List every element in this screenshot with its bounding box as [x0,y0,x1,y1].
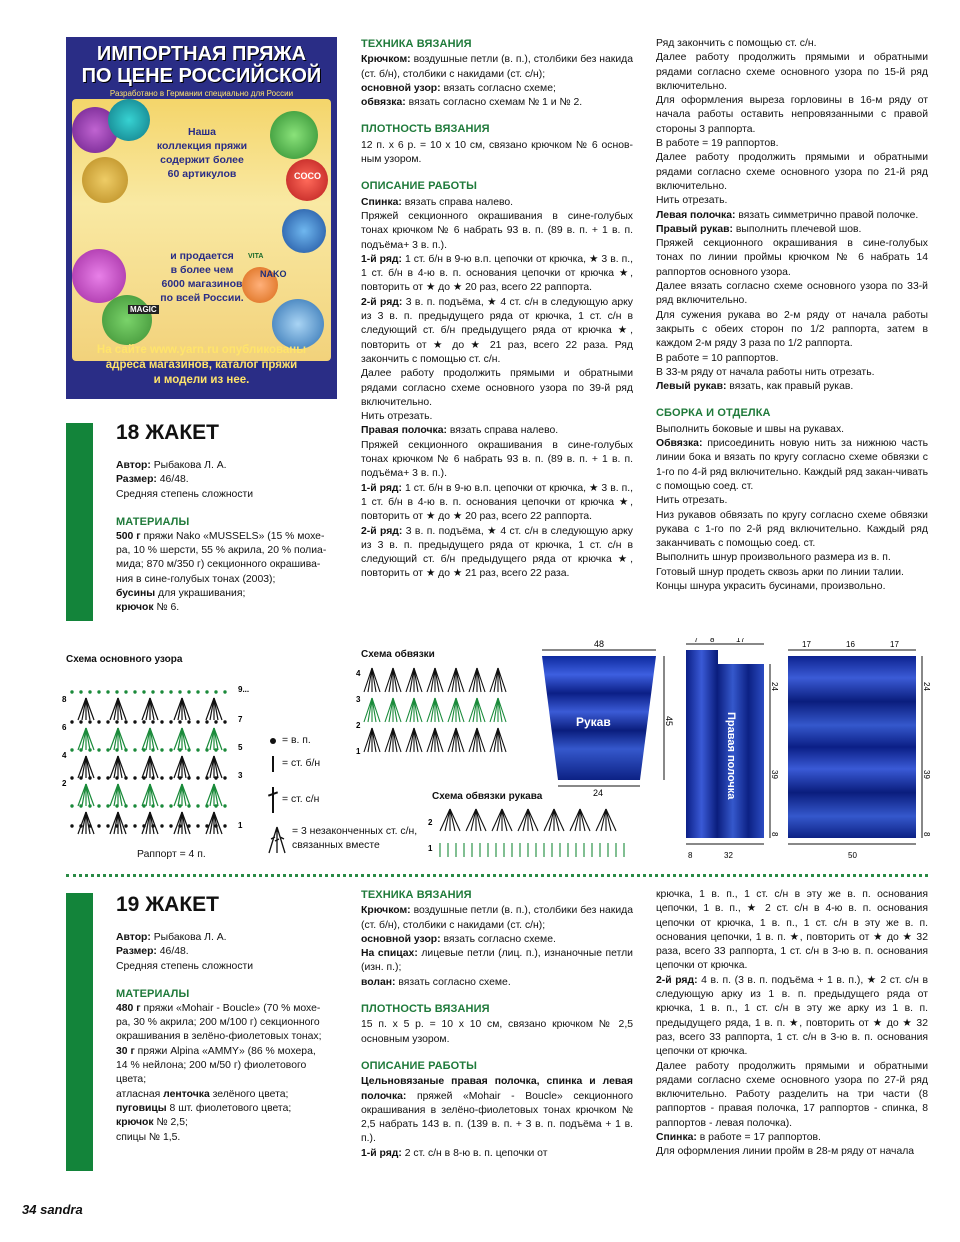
legend-dc: = ст. с/н [282,793,320,805]
svg-text:39: 39 [922,770,931,779]
chain-dot [133,804,136,807]
ad-subline: Разработано в Германии специально для России [109,89,294,98]
sleeve-edging-scheme-title: Схема обвязки рукава [432,791,543,802]
chain-dot [187,804,190,807]
paragraph: Далее работу продолжить прямыми и обратными рядами согласно схеме основного узора по 21-й ряд включительно. [656,152,928,192]
chain-dot [106,690,109,693]
materials-list [116,1002,338,1145]
paragraph: волан: вязать согласно схеме. [361,976,511,988]
row-number: 4 [62,751,67,760]
chain-dot [178,804,181,807]
paragraph: Выполнить боковые и швы на рукавах. [656,423,845,435]
chain-dot [151,776,154,779]
chain-dot [97,748,100,751]
chain-dot [223,748,226,751]
chain-dot [205,776,208,779]
paragraph: Далее работу продолжить прямыми и обратными рядами согласно схеме основного узора по 27-й ряд включительно. Работу разделить на три части (8 раппортов - правая полочка, 17 раппортов - спинка, 8 раппортов - левая полочка). [656,1060,928,1129]
material-line: спицы № 1,5. [116,1131,181,1143]
chain-dot [214,748,217,751]
paragraph: основной узор: вязать согласно схеме. [361,933,556,945]
chain-dot [115,748,118,751]
chain-dot [133,748,136,751]
paragraph: Нить отрезать. [656,495,728,507]
material-line: бусины для украшивания; [116,588,246,600]
yarn-advertisement [66,37,337,399]
author-line: Автор: Рыбакова Л. А. [116,460,227,471]
paragraph: 15 п. х 5 р. = 10 х 10 см, связано крючком № 2,5 основным узором. [361,1019,633,1045]
row-number: 3 [356,695,361,704]
paragraph: Правый рукав: выполнить плечевой шов. [656,223,862,235]
paragraph: 1-й ряд: 1 ст. б/н в 9-ю в.п. цепочки от крючка, ★ 3 в. п., 1 ст. б/н в 4-ю в. п. основания цепочки от крючка ★, повторить от ★ до ★ 20 раз, всего 22 раппорта. [361,482,633,523]
material-line: крючок № 6. [116,602,180,614]
page-number: 34 [22,1202,37,1217]
paragraph: На спицах: лицевые петли (лиц. п.), изнаночные петли (изн. п.); [361,948,633,974]
chain-dot [187,776,190,779]
chain-stitch-icon [270,738,276,744]
chain-dot [151,748,154,751]
size-line: Размер: 46/48. [116,946,189,958]
paragraph: Цельновязаные правая полочка, спинка и левая полочка: пряжей «Mohair - Boucle» секционного окрашивания в зелёно-фиолетовых тонах крючком № 2,5 набрать 143 в. п. (139 в. п. + 3 в. п. подъёма + 1 в. п.). [361,1076,633,1145]
paragraph: 1-й ряд: 2 ст. с/н в 8-ю в. п. цепочки от [361,1147,548,1159]
chain-dot [88,690,91,693]
row-number: 2 [428,818,433,827]
paragraph: Крючком: воздушные петли (в. п.), столбики без накида (ст. б/н), столбики с накидами (ст. с/н); [361,54,633,80]
chain-dot [142,748,145,751]
paragraph: Ряд закончить с помощью ст. с/н. [656,38,817,49]
chain-dot [124,690,127,693]
chain-dot [79,776,82,779]
size-line: Размер: 46/48. [116,474,189,486]
chain-dot [142,776,145,779]
row-number: 7 [238,715,243,724]
paragraph: В работе = 10 раппортов. [656,352,779,364]
paragraph: Крючком: воздушные петли (в. п.), столбики без накида (ст. б/н), столбики с накидами (ст. с/н); [361,905,633,931]
chain-dot [169,720,172,723]
chain-dot [205,748,208,751]
cluster-stitch-icon [266,825,288,855]
yarn-ball-icon [282,209,326,253]
chain-dot [70,776,73,779]
sleeve-dim-bottom: 24 [593,788,604,798]
chain-dot [169,690,172,693]
chain-dot [160,720,163,723]
chain-dot [142,690,145,693]
paragraph: Готовый шнур продеть сквозь арки по линии талии. [656,566,904,578]
single-crochet-icon [272,756,274,772]
chain-dot [160,804,163,807]
chain-dot [160,748,163,751]
front-label: Правая полочка [725,712,737,800]
chain-dot [70,804,73,807]
material-line: мида; 870 м/350 г) секционного окрашива- [116,559,321,571]
chain-dot [223,776,226,779]
svg-text:24: 24 [770,682,779,691]
section-divider [66,874,928,877]
chain-dot [70,748,73,751]
chain-dot [160,690,163,693]
chain-dot [196,690,199,693]
rapport-label: Раппорт = 4 п. [137,849,206,860]
paragraph: Выполнить шнур произвольного размера из в. п. [656,552,891,564]
paragraph: Для оформления линии пройм в 28-м ряду от начала [656,1146,915,1158]
material-line: окрашивания в зелёно-фиолетовых тонах; [116,1031,322,1043]
svg-text:8: 8 [922,832,931,837]
row-number: 1 [238,821,243,830]
ad-yarn-area [72,99,331,361]
paragraph: Далее работу продолжить прямыми и обратными рядами согласно схеме основного узора по 15-й ряд включительно. [656,52,928,92]
chain-dot [115,690,118,693]
paragraph: Далее вязать согласно схеме основного узора по 33-й ряд включительно. [656,281,928,307]
chain-dot [196,748,199,751]
page-footer [22,1202,83,1217]
paragraph: В 33-м ряду от начала работы нить отрезать. [656,366,875,378]
chain-dot [187,748,190,751]
chain-dot [124,776,127,779]
paragraph: Спинка: вязать справа налево. [361,196,514,208]
paragraph: Для оформления выреза горловины в 16-м ряду от начала работы оставить непровязанными с правой стороны 3 раппорта. [656,95,928,135]
chain-dot [97,690,100,693]
chain-dot [196,720,199,723]
edging-scheme-chart [356,662,526,762]
chain-dot [160,776,163,779]
material-line: 30 г пряжи Alpina «AMMY» (86 % мохера, [116,1045,316,1057]
material-line: атласная ленточка зелёного цвета; [116,1088,289,1100]
material-line: 480 г пряжи «Mohair - Boucle» (70 % мохе- [116,1002,321,1014]
paragraph: 2-й ряд: 4 в. п. (3 в. п. подъёма + 1 в. п.), ★ 2 ст. с/н в следующую арку из 1 в. п. предыдущего ряда от крючка, 1 в. п., 1 ст. с/н в эту же арку из 1 в. п. предыдущего ряда, 1 в. п. ★, повторить от ★ до ★ 32 раз, всего 33 раппорта, 1 ст. с/н в 3-ю в. п. основания цепочки от крючка. [656,974,928,1058]
chain-dot [97,804,100,807]
svg-text:8: 8 [770,832,779,837]
svg-text:50: 50 [848,851,857,860]
chain-dot [124,748,127,751]
pattern-18-info [116,421,338,616]
chain-dot [223,690,226,693]
chain-dot [70,720,73,723]
chain-dot [205,720,208,723]
chain-dot [106,720,109,723]
main-pattern-title: Схема основного узора [66,654,183,665]
edging-scheme-title: Схема обвязки [361,649,435,660]
section-heading: ПЛОТНОСТЬ ВЯЗАНИЯ [361,123,490,136]
row-number: 4 [356,669,361,678]
paragraph: Нить отрезать. [656,195,728,207]
chain-dot [178,720,181,723]
main-pattern-chart [62,668,252,840]
chain-dot [88,748,91,751]
chain-dot [169,776,172,779]
author-line: Автор: Рыбакова Л. А. [116,932,227,943]
ad-footer: На сайте www.yarn.ru опубликованы адреса магазинов, каталог пряжи и модели из нее. [96,344,307,386]
yarn-ball-icon [270,111,318,159]
chain-dot [205,690,208,693]
svg-text:17: 17 [802,640,811,649]
row-number: 1 [356,747,361,756]
brand-nako-label: NAKO [260,269,287,279]
paragraph: Низ рукавов обвязать по кругу согласно схеме обвязки рукава с 1-го по 2-й ряд включительно. Каждый ряд заканчивать с помощью соед. ст. [656,509,928,550]
materials-heading: МАТЕРИАЛЫ [116,987,190,1000]
chain-dot [223,720,226,723]
right-front-schematic [680,638,780,862]
chain-dot [115,720,118,723]
sleeve-dim-top: 48 [594,639,605,649]
chain-dot [214,776,217,779]
material-line: крючок № 2,5; [116,1117,188,1129]
magazine-name: sandra [40,1202,83,1217]
ad-headline-1: ИМПОРТНАЯ ПРЯЖА [96,43,307,65]
paragraph: обвязка: вязать согласно схемам № 1 и № 2. [361,97,583,109]
svg-text:8: 8 [688,851,693,860]
paragraph: Левая полочка: вязать симметрично правой полочке. [656,209,919,221]
svg-text:17: 17 [890,640,899,649]
ad-text-collection: Наша коллекция пряжи содержит более 60 артикулов [156,126,248,180]
paragraph: Левый рукав: вязать, как правый рукав. [656,381,854,393]
ad-text-stores: и продается в более чем 6000 магазинов по всей России. [160,250,244,304]
chain-dot [115,804,118,807]
paragraph: основной узор: вязать согласно схеме; [361,82,556,94]
chain-dot [178,776,181,779]
section-heading: ТЕХНИКА ВЯЗАНИЯ [361,889,472,901]
section-heading: ОПИСАНИЕ РАБОТЫ [361,180,477,193]
paragraph: Пряжей секционного окрашивания в сине-голубых тонах крючком № 6 набрать 93 в. п. (89 в. п. + 1 в. п. подъёма+ 3 в. п.). [361,439,633,480]
brand-magic-label: MAGIC [130,305,157,314]
material-line: цвета; [116,1074,147,1086]
material-line: ра, 10 % шерсти, 55 % акрила, 20 % полиа- [116,545,327,557]
ad-headline-2: ПО ЦЕНЕ РОССИЙСКОЙ [81,65,322,87]
material-line: ния в сине-голубых тонах (2003); [116,573,276,585]
section-bar-19 [66,893,93,1171]
legend-chain: = в. п. [282,734,311,746]
chain-dot [124,804,127,807]
pattern-19-col-2 [361,888,633,1161]
svg-text:32: 32 [724,851,733,860]
chain-dot [133,720,136,723]
chain-dot [178,690,181,693]
legend-sc: = ст. б/н [282,757,321,769]
brand-coco-label: COCO [294,171,321,181]
paragraph: Далее работу продолжить прямыми и обратными рядами согласно схеме основного узора по 39-й ряд включительно. [361,368,633,408]
material-line: пуговицы 8 шт. фиолетового цвета; [116,1102,292,1114]
paragraph: Пряжей секционного окрашивания в сине-голубых тонах по линии проймы крючком № 6 набрать 14 раппортов основного узора. [656,238,928,278]
pattern-18-col-3 [656,37,928,594]
row-number: 6 [62,723,67,732]
pattern-18-col-2 [361,37,633,582]
difficulty-line: Средняя степень сложности [116,488,254,500]
chain-dot [151,690,154,693]
chain-dot [79,720,82,723]
chain-dot [214,720,217,723]
chain-dot [142,804,145,807]
difficulty-line: Средняя степень сложности [116,960,254,972]
sleeve-schematic [536,638,676,800]
back-schematic [784,638,934,862]
chain-dot [88,776,91,779]
paragraph: Спинка: в работе = 17 раппортов. [656,1132,821,1144]
paragraph: 1-й ряд: 1 ст. б/н в 9-ю в.п. цепочки от крючка, ★ 3 в. п., 1 ст. б/н в 4-ю в. п. основания цепочки от крючка ★, повторить от ★ до ★ 20 раз, всего 22 раппорта. [361,253,633,294]
paragraph: Нить отрезать. [361,411,433,423]
material-line: ра, 30 % акрила; 200 м/100 г) секционного [116,1017,320,1029]
sleeve-label: Рукав [576,715,611,729]
section-bar-18 [66,423,93,621]
row-number: 2 [356,721,361,730]
chain-dot [187,690,190,693]
section-heading: СБОРКА И ОТДЕЛКА [656,407,771,420]
chain-dot [187,720,190,723]
paragraph: 2-й ряд: 3 в. п. подъёма, ★ 4 ст. с/н в следующую арку из 3 в. п. предыдущего ряда от крючка, 1 ст. с/н в следующий ст. б/н предыдущего ряда от крючка ★, повторить от ★ до ★ 21 раз, всего 22 раза. [361,525,634,580]
svg-text:24: 24 [922,682,931,691]
paragraph: В работе = 19 раппортов. [656,138,779,150]
chain-dot [88,804,91,807]
yarn-ball-icon [272,299,324,349]
paragraph: Концы шнура украсить бусинами, произвольно. [656,580,886,592]
double-crochet-icon [272,787,274,813]
chain-dot [169,748,172,751]
svg-text:17: 17 [736,638,745,644]
paragraph: Правая полочка: вязать справа налево. [361,425,559,437]
sleeve-dim-side: 45 [664,716,674,727]
chain-dot [124,720,127,723]
row-number: 1 [428,844,433,853]
svg-text:16: 16 [846,640,855,649]
row-number: 9... [238,685,250,694]
section-heading: ТЕХНИКА ВЯЗАНИЯ [361,38,472,50]
row-number: 8 [62,695,67,704]
chain-dot [79,748,82,751]
yarn-ball-icon [72,249,126,303]
materials-heading: МАТЕРИАЛЫ [116,515,190,528]
chain-dot [169,804,172,807]
chain-dot [88,720,91,723]
chain-dot [115,776,118,779]
paragraph: Пряжей секционного окрашивания в сине-голубых тонах крючком № 6 набрать 93 в. п. (89 в. п. + 1 в. п. подъёма+ 3 в. п.). [361,210,633,251]
svg-text:7: 7 [694,638,699,644]
row-number: 3 [238,771,243,780]
chain-dot [79,804,82,807]
chain-dot [106,776,109,779]
materials-list [116,530,338,616]
pattern-19-info [116,893,338,1145]
pattern-19-title: 19 ЖАКЕТ [116,893,219,916]
chain-dot [196,776,199,779]
material-line: 500 г пряжи Nako «MUSSELS» (15 % мохе- [116,530,325,542]
row-number: 2 [62,779,67,788]
legend-cluster: = 3 незаконченных ст. с/н, связанных вместе [292,826,418,852]
paragraph: 2-й ряд: 3 в. п. подъёма, ★ 4 ст. с/н в следующую арку из 3 в. п. предыдущего ряда от крючка, 1 ст. с/н в следующий ст. б/н предыдущего ряда от крючка ★, повторить от ★ до ★ 21 раз, всего 22 раза. Ряд закончить с помощью ст. с/н. [361,296,634,365]
chain-dot [223,804,226,807]
chain-dot [79,690,82,693]
paragraph: крючка, 1 в. п., 1 ст. с/н в эту же в. п. основания цепочки, 1 в. п., ★ 2 ст. с/н в 4-ю в. п. основания цепочки от крючка, 1 в. п., 1 ст. с/н в эту же в. п. основания цепочки, 1 в. п. ★, повторить от ★ до ★ 32 раза, всего 33 раппорта, 1 ст. с/н в 3-ю в. п. основания цепочки от крючка. [656,889,928,972]
brand-vita-label: VITA [248,253,264,260]
svg-text:39: 39 [770,770,779,779]
section-heading: ПЛОТНОСТЬ ВЯЗАНИЯ [361,1003,490,1016]
row-number: 5 [238,743,243,752]
chain-dot [142,720,145,723]
chain-dot [151,804,154,807]
chain-dot [106,748,109,751]
chain-dot [106,804,109,807]
paragraph: Для сужения рукава во 2-м ряду от начала работы закрыть с обеих сторон по 1/2 раппорта, затем в каждом 2-м ряду 3 раза по 1/2 раппорта. [656,309,928,350]
chain-dot [151,720,154,723]
chain-dot [133,776,136,779]
chain-dot [178,748,181,751]
chain-dot [196,804,199,807]
paragraph: Обвязка: присоединить новую нить за нижнюю часть линии бока и вязать по кругу согласно схеме обвязки с 1-го по 4-й ряд включительно. Каждый ряд закан-чивать с помощью соед. ст. [656,438,928,492]
chain-dot [70,690,73,693]
material-line: 14 % нейлона; 200 м/50 г) фиолетового [116,1060,307,1072]
yarn-ball-icon [82,157,128,203]
chain-dot [97,720,100,723]
chain-dot [97,776,100,779]
chain-dot [205,804,208,807]
section-heading: ОПИСАНИЕ РАБОТЫ [361,1059,477,1072]
chain-dot [133,690,136,693]
chain-dot [214,804,217,807]
pattern-18-title: 18 ЖАКЕТ [116,421,219,444]
svg-text:8: 8 [710,638,715,644]
chain-dot [214,690,217,693]
pattern-19-col-3 [656,888,928,1160]
paragraph: 12 п. х 6 р. = 10 х 10 см, связано крючком № 6 основ-ным узором. [361,139,633,166]
sleeve-edging-scheme-chart [426,803,636,863]
